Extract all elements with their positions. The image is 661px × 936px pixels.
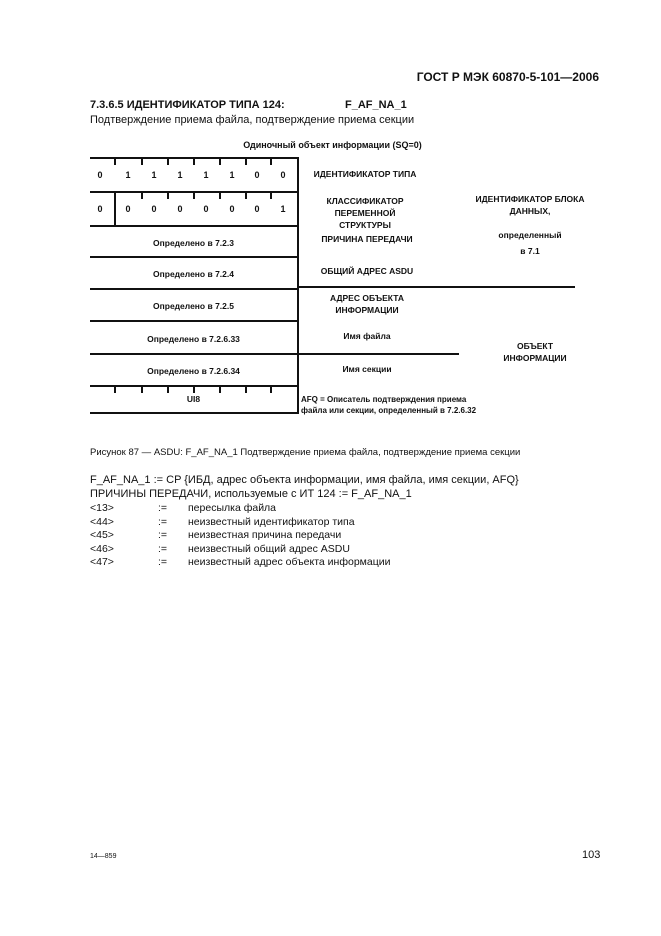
field-label: ОБЩИЙ АДРЕС ASDU <box>320 266 414 276</box>
field-label: ПРИЧИНА ПЕРЕДАЧИ <box>321 234 413 244</box>
bit-divider <box>141 159 143 165</box>
cause-text: пересылка файла <box>188 502 277 514</box>
field-row <box>90 320 297 355</box>
bit-divider <box>193 159 195 165</box>
section-code: F_AF_NA_1 <box>345 99 407 111</box>
bit-5: 1 <box>177 170 183 180</box>
bit-2: 0 <box>254 204 260 214</box>
cause-code: <46> <box>90 542 114 555</box>
field-row <box>90 353 297 387</box>
cause-operator: := <box>158 515 168 528</box>
table-right-border <box>297 157 299 412</box>
cause-text: неизвестный идентификатор типа <box>188 515 355 528</box>
bit-7: 1 <box>125 170 131 180</box>
cause-operator: := <box>158 542 168 555</box>
cause-operator: := <box>158 502 168 514</box>
bit-3: 0 <box>229 204 235 214</box>
bit-4: 0 <box>203 204 209 214</box>
bit-divider <box>270 387 272 393</box>
bit-divider <box>114 387 116 393</box>
cause-text: неизвестная причина передачи <box>188 529 342 541</box>
bit-4: 1 <box>203 170 209 180</box>
field-row <box>90 225 297 258</box>
cause-operator: := <box>158 556 168 568</box>
footer-code: 14—859 <box>90 853 117 860</box>
definition-line-2: ПРИЧИНЫ ПЕРЕДАЧИ, используемые с ИТ 124 := F_AF_NA_1 <box>90 487 412 500</box>
bit-divider <box>245 159 247 165</box>
data-unit-id-label: ИДЕНТИФИКАТОР БЛОКА ДАННЫХ, <box>475 194 585 216</box>
bit-8: 0 <box>97 170 103 180</box>
bit-divider <box>114 193 116 225</box>
data-unit-id-note: определенный <box>498 230 562 240</box>
bit-divider <box>167 387 169 393</box>
bit-divider <box>219 159 221 165</box>
field-definition: Определено в 7.2.6.33 <box>147 333 240 344</box>
diagram-title: Одиночный объект информации (SQ=0) <box>243 140 422 150</box>
field-label: Имя секции <box>342 364 392 374</box>
bit-divider <box>193 193 195 199</box>
definition-line-1: F_AF_NA_1 := CP {ИБД, адрес объекта информации, имя файла, имя секции, AFQ} <box>90 474 519 486</box>
bit-6: 1 <box>151 170 157 180</box>
field-row <box>90 385 297 414</box>
page-number: 103 <box>582 849 601 861</box>
cause-code: <47> <box>90 556 114 568</box>
type-id-label: ИДЕНТИФИКАТОР ТИПА <box>313 169 417 179</box>
dui-separator <box>299 286 575 288</box>
bit-3: 1 <box>229 170 235 180</box>
vsq-label: КЛАССИФИКАТОР ПЕРЕМЕННОЙ СТРУКТУРЫ <box>326 196 404 230</box>
bit-divider <box>141 193 143 199</box>
bit-6: 0 <box>151 204 157 214</box>
cause-code: <44> <box>90 515 114 528</box>
bit-divider <box>245 193 247 199</box>
bit-divider <box>167 159 169 165</box>
field-definition: Определено в 7.2.3 <box>153 237 234 248</box>
bit-divider <box>114 159 116 165</box>
field-definition: Определено в 7.2.6.34 <box>147 366 240 376</box>
bit-2: 0 <box>254 170 260 180</box>
cause-operator: := <box>158 529 168 541</box>
cause-code: <13> <box>90 502 114 514</box>
table-bottom-line <box>90 412 299 414</box>
field-label: Имя файла <box>343 331 391 341</box>
info-object-label: ОБЪЕКТ ИНФОРМАЦИИ <box>503 341 567 363</box>
bit-1: 1 <box>280 204 286 214</box>
field-label: AFQ = Описатель подтверждения приема файла или секции, определенный в 7.2.6.32 <box>301 395 477 415</box>
field-definition: Определено в 7.2.5 <box>153 301 234 311</box>
field-label: АДРЕС ОБЪЕКТА ИНФОРМАЦИИ <box>329 293 404 315</box>
bit-7: 0 <box>125 204 131 214</box>
figure-caption: Рисунок 87 — ASDU: F_AF_NA_1 Подтверждение приема файла, подтверждение приема секции <box>90 447 521 458</box>
vsq-bit-row <box>90 191 297 225</box>
bit-divider <box>219 193 221 199</box>
bit-divider <box>270 159 272 165</box>
cause-code: <45> <box>90 529 114 541</box>
bit-divider <box>270 193 272 199</box>
section-subtitle: Подтверждение приема файла, подтверждение приема секции <box>90 114 415 126</box>
object-separator <box>299 353 459 355</box>
bit-1: 0 <box>280 170 286 180</box>
bit-5: 0 <box>177 204 183 214</box>
bit-divider <box>141 387 143 393</box>
data-unit-id-ref: в 7.1 <box>520 246 540 256</box>
bit-divider <box>193 387 195 393</box>
cause-text: неизвестный общий адрес ASDU <box>188 542 350 555</box>
field-definition: UI8 <box>186 394 201 404</box>
field-row <box>90 256 297 290</box>
bit-8: 0 <box>97 204 103 214</box>
cause-text: неизвестный адрес объекта информации <box>188 556 391 568</box>
section-title: 7.3.6.5 ИДЕНТИФИКАТОР ТИПА 124: <box>90 99 285 111</box>
document-code: ГОСТ Р МЭК 60870-5-101—2006 <box>416 70 599 84</box>
bit-divider <box>245 387 247 393</box>
field-definition: Определено в 7.2.4 <box>153 269 234 279</box>
type-id-bit-row <box>90 157 297 191</box>
bit-divider <box>167 193 169 199</box>
definition-block <box>90 474 519 501</box>
bit-divider <box>219 387 221 393</box>
field-row <box>90 288 297 322</box>
